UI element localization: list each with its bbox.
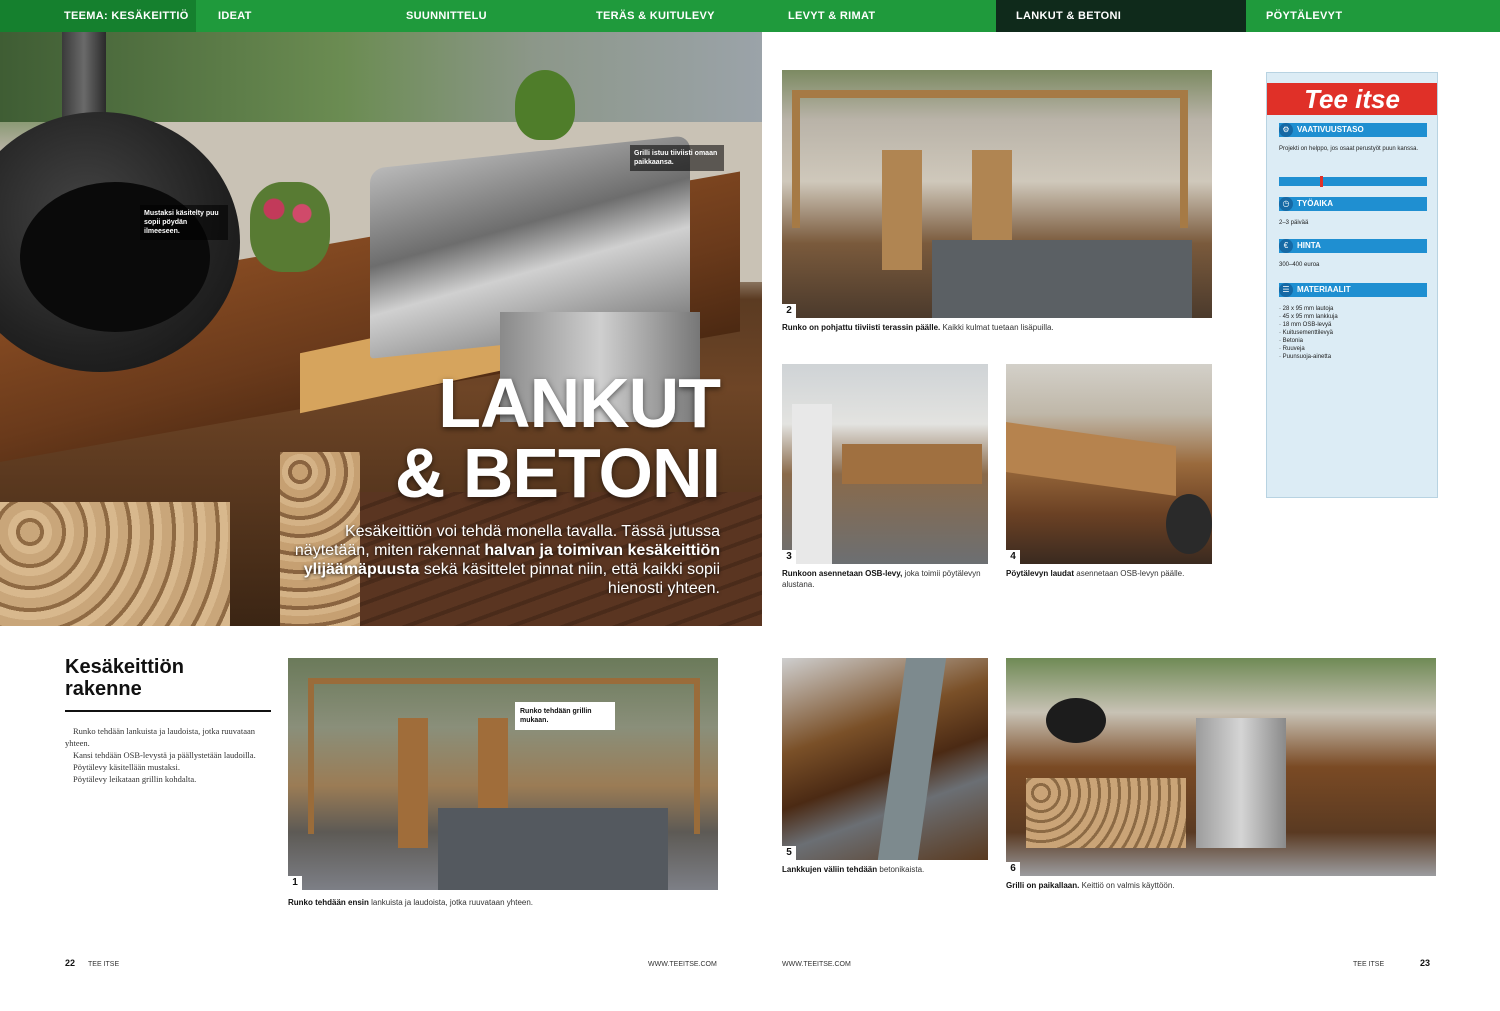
- photo1-tools: [438, 808, 668, 890]
- page-number-left: 22: [65, 958, 76, 968]
- materials-item: · Betonia: [1279, 338, 1304, 344]
- url-right: WWW.TEEITSE.COM: [782, 961, 851, 968]
- lede-bold: halvan ja toimivan kesäkeittiön ylijäämäpuusta: [303, 542, 720, 578]
- difficulty-bar: [1279, 177, 1427, 186]
- article-title: [355, 364, 720, 512]
- tee-itse-infobox: [1266, 72, 1438, 498]
- time-section-label: TYÖAIKA: [1279, 197, 1427, 211]
- caption-bold: Grilli on paikallaan.: [1006, 881, 1080, 890]
- body-paragraph: Kansi tehdään OSB-levystä ja päällystetään laudoilla.: [73, 750, 256, 760]
- nav-item-teras-kuitulevy: TERÄS & KUITULEVY: [596, 10, 715, 22]
- step-number: 6: [1006, 862, 1020, 876]
- caption-text: Keittiö on valmis käyttöön.: [1079, 881, 1175, 890]
- photo5-concrete-strip: [878, 658, 946, 860]
- magazine-name-left: TEE ITSE: [88, 961, 120, 968]
- nav-item-lankut-betoni-active: LANKUT & BETONI: [996, 0, 1246, 32]
- nav-theme-label: TEEMA: KESÄKEITTIÖ: [0, 0, 196, 32]
- step-photo-3: [782, 364, 988, 564]
- lede-part2: sekä käsittelet pinnat niin, että kaikki sopii hienosti yhteen.: [419, 561, 720, 597]
- step-number: 2: [782, 304, 796, 318]
- step-number: 4: [1006, 550, 1020, 564]
- magazine-name-right: TEE ITSE: [1353, 961, 1385, 968]
- materials-item: · 18 mm OSB-levyä: [1279, 322, 1332, 328]
- hero-photo-flowers: [250, 182, 330, 272]
- tee-itse-heading: Tee itse: [1267, 83, 1437, 115]
- materials-item: · 45 x 95 mm lankkuja: [1279, 314, 1338, 320]
- price-text: 300–400 euroa: [1279, 262, 1320, 268]
- caption-text: lankuista ja laudoista, jotka ruuvataan yhteen.: [368, 898, 534, 907]
- step-caption-5: [782, 864, 988, 875]
- price-section-label: HINTA: [1279, 239, 1427, 253]
- body-paragraph: Pöytälevy leikataan grillin kohdalta.: [73, 774, 197, 784]
- materials-list: [1279, 305, 1427, 361]
- photo2-post: [882, 150, 922, 270]
- lede-part1: Kesäkeittiön voi tehdä monella tavalla. Tässä jutussa näytetään, miten rakennat: [294, 523, 720, 559]
- nav-item-suunnittelu: SUUNNITTELU: [406, 10, 487, 22]
- step-caption-4: [1006, 568, 1212, 579]
- hero-callout-grill: Grilli istuu tiiviisti omaan paikkaansa.: [630, 145, 724, 171]
- photo4-boards: [1006, 422, 1176, 496]
- time-text: 2–3 päivää: [1279, 220, 1309, 226]
- materials-item: · Kuitusementtilevyä: [1279, 330, 1334, 336]
- url-left: WWW.TEEITSE.COM: [648, 961, 717, 968]
- caption-bold: Lankkujen väliin tehdään: [782, 865, 878, 874]
- step-photo-5: [782, 658, 988, 860]
- materials-item: · Puunsuoja-ainetta: [1279, 354, 1332, 360]
- step-photo-6: [1006, 658, 1436, 876]
- nav-item-levyt-rimat: LEVYT & RIMAT: [788, 10, 876, 22]
- nav-item-ideat: IDEAT: [218, 10, 252, 22]
- materials-item: · Ruuveja: [1279, 346, 1305, 352]
- step-photo-1: [288, 658, 718, 890]
- photo3-top: [842, 444, 982, 484]
- body-paragraph: Pöytälevy käsitellään mustaksi.: [73, 762, 180, 772]
- step-caption-1: [288, 897, 718, 908]
- step-number: 1: [288, 876, 302, 890]
- caption-text: betonikaista.: [877, 865, 925, 874]
- step-number: 5: [782, 846, 796, 860]
- caption-bold: Runko on pohjattu tiiviisti terassin päälle.: [782, 323, 941, 332]
- page-number-right: 23: [1420, 958, 1431, 968]
- body-paragraph: Runko tehdään lankuista ja laudoista, jotka ruuvataan yhteen.: [65, 726, 255, 748]
- difficulty-icon: ⚙: [1279, 123, 1293, 137]
- photo6-grill: [1196, 718, 1286, 848]
- difficulty-bar-marker: [1320, 176, 1323, 187]
- photo3-board: [792, 404, 832, 564]
- step-photo-2: [782, 70, 1212, 318]
- difficulty-text: Projekti on helppo, jos osaat perustyöt puun kanssa.: [1279, 146, 1419, 152]
- hero-photo-plant: [515, 70, 575, 140]
- photo6-oven: [1046, 698, 1106, 743]
- nav-item-poytalevyt: PÖYTÄLEVYT: [1266, 10, 1343, 22]
- photo2-tools: [932, 240, 1192, 318]
- step-caption-6: [1006, 880, 1436, 891]
- hero-photo-firewood: [0, 502, 230, 626]
- hero-photo-background: [0, 32, 762, 122]
- caption-text: Kaikki kulmat tuetaan lisäpuilla.: [940, 323, 1054, 332]
- photo1-callout: Runko tehdään grillin mukaan.: [515, 702, 615, 730]
- clock-icon: ◷: [1279, 197, 1293, 211]
- caption-bold: Pöytälevyn laudat: [1006, 569, 1075, 578]
- difficulty-section-label: VAATIVUUSTASO: [1279, 123, 1427, 137]
- caption-bold: Runkoon asennetaan OSB-levy,: [782, 569, 903, 578]
- euro-icon: €: [1279, 239, 1293, 253]
- materials-icon: ☰: [1279, 283, 1293, 297]
- materials-item: · 28 x 95 mm lautoja: [1279, 306, 1334, 312]
- section-heading: Kesäkeittiön rakenne: [65, 656, 184, 700]
- caption-text: joka toimii pöytälevyn alustana.: [782, 569, 981, 589]
- section-heading-rule: [65, 710, 271, 712]
- section-body-text: [65, 725, 269, 785]
- step-caption-3: [782, 568, 988, 590]
- step-photo-4: [1006, 364, 1212, 564]
- photo4-object: [1166, 494, 1212, 554]
- step-caption-2: [782, 322, 1212, 333]
- article-lede: [280, 522, 720, 598]
- photo1-post: [398, 718, 428, 848]
- step-number: 3: [782, 550, 796, 564]
- caption-text: asennetaan OSB-levyn päälle.: [1074, 569, 1185, 578]
- article-title-line2: & BETONI: [394, 434, 720, 512]
- article-title-line1: LANKUT: [438, 364, 720, 442]
- materials-section-label: MATERIAALIT: [1279, 283, 1427, 297]
- photo6-firewood: [1026, 778, 1186, 848]
- hero-callout-oven: Mustaksi käsitelty puu sopii pöydän ilmeeseen.: [140, 205, 228, 240]
- caption-bold: Runko tehdään ensin: [288, 898, 369, 907]
